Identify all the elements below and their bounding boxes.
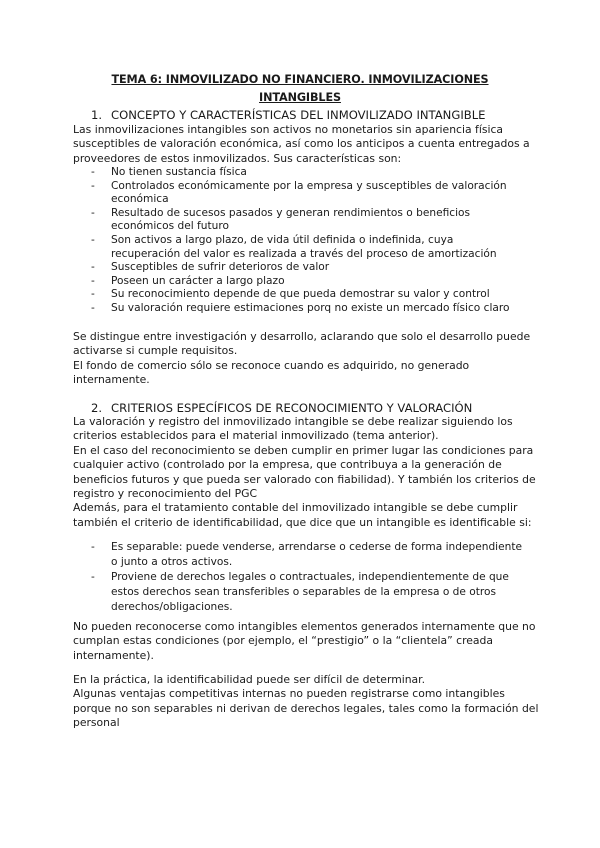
section-1-heading-text: CONCEPTO Y CARACTERÍSTICAS DEL INMOVILIZADO INTANGIBLE	[111, 108, 486, 122]
paragraph: Algunas ventajas competitivas internas no pueden registrarse como intangibles porque no son separables ni derivan de derechos legales, tales como la formación del personal	[73, 687, 539, 730]
list-item: - Su reconocimiento depende de que pueda demostrar su valor y control	[91, 288, 511, 302]
paragraph: En el caso del reconocimiento se deben cumplir en primer lugar las condiciones para cualquier activo (controlado por la empresa, que contribuya a la generación de beneficios futuros y que pueda ser valorado con fiabilidad). Y también los criterios de registro y reconocimiento del PGC	[73, 443, 536, 501]
section-1-paragraphs	[73, 330, 543, 388]
page-title: TEMA 6: INMOVILIZADO NO FINANCIERO. INMOVILIZACIONES INTANGIBLES	[111, 73, 489, 104]
paragraph: Además, para el tratamiento contable del inmovilizado intangible se debe cumplir también el criterio de identificabilidad, que dice que un intangible es identificable si:	[73, 501, 532, 529]
list-item: - Son activos a largo plazo, de vida útil definida o indefinida, cuya recuperación del valor es realizada a través del proceso de amortización	[91, 234, 511, 261]
section-1-intro-text: Las inmovilizaciones intangibles son activos no monetarios sin apariencia física susceptibles de valoración económica, así como los anticipos a cuenta entregados a proveedores de estos inmovilizados. Sus características son:	[73, 123, 530, 165]
characteristics-list	[91, 166, 511, 316]
section-1-intro	[73, 123, 543, 166]
paragraph: Se distingue entre investigación y desarrollo, aclarando que solo el desarrollo puede activarse si cumple requisitos.	[73, 330, 531, 358]
paragraph: El fondo de comercio sólo se reconoce cuando es adquirido, no generado internamente.	[73, 358, 470, 387]
list-item: - Controlados económicamente por la empresa y susceptibles de valoración económica	[91, 180, 511, 207]
list-item: - Resultado de sucesos pasados y generan rendimientos o beneficios económicos del futuro	[91, 207, 511, 234]
list-item: - Es separable: puede venderse, arrendarse o cederse de forma independiente o junto a otros activos.	[91, 540, 531, 570]
section-2-note	[73, 620, 543, 663]
section-2-paragraphs	[73, 415, 543, 530]
list-item: - No tienen sustancia física	[91, 166, 511, 180]
section-2-heading-text: CRITERIOS ESPECÍFICOS DE RECONOCIMIENTO Y VALORACIÓN	[111, 401, 473, 415]
list-item: - Poseen un carácter a largo plazo	[91, 275, 511, 289]
paragraph: No pueden reconocerse como intangibles elementos generados internamente que no cumplan estas condiciones (por ejemplo, el “prestigio” o la “clientela” creada internamente).	[73, 620, 536, 662]
list-item: - Proviene de derechos legales o contractuales, independientemente de que estos derechos sean transferibles o separables de la empresa o de otros derechos/obligaciones.	[91, 570, 531, 615]
section-2-number: 2.	[91, 401, 103, 415]
identifiability-list	[91, 540, 531, 615]
section-2-closing	[73, 673, 543, 731]
paragraph: En la práctica, la identificabilidad puede ser difícil de determinar.	[73, 673, 426, 686]
list-item: - Su valoración requiere estimaciones porq no existe un mercado físico claro	[91, 302, 511, 316]
list-item: - Susceptibles de sufrir deterioros de valor	[91, 261, 511, 275]
paragraph: La valoración y registro del inmovilizado intangible se debe realizar siguiendo los criterios establecidos para el material inmovilizado (tema anterior).	[73, 415, 513, 443]
section-1-number: 1.	[91, 108, 103, 122]
section-1-heading	[91, 108, 486, 122]
section-2-heading	[91, 401, 472, 415]
